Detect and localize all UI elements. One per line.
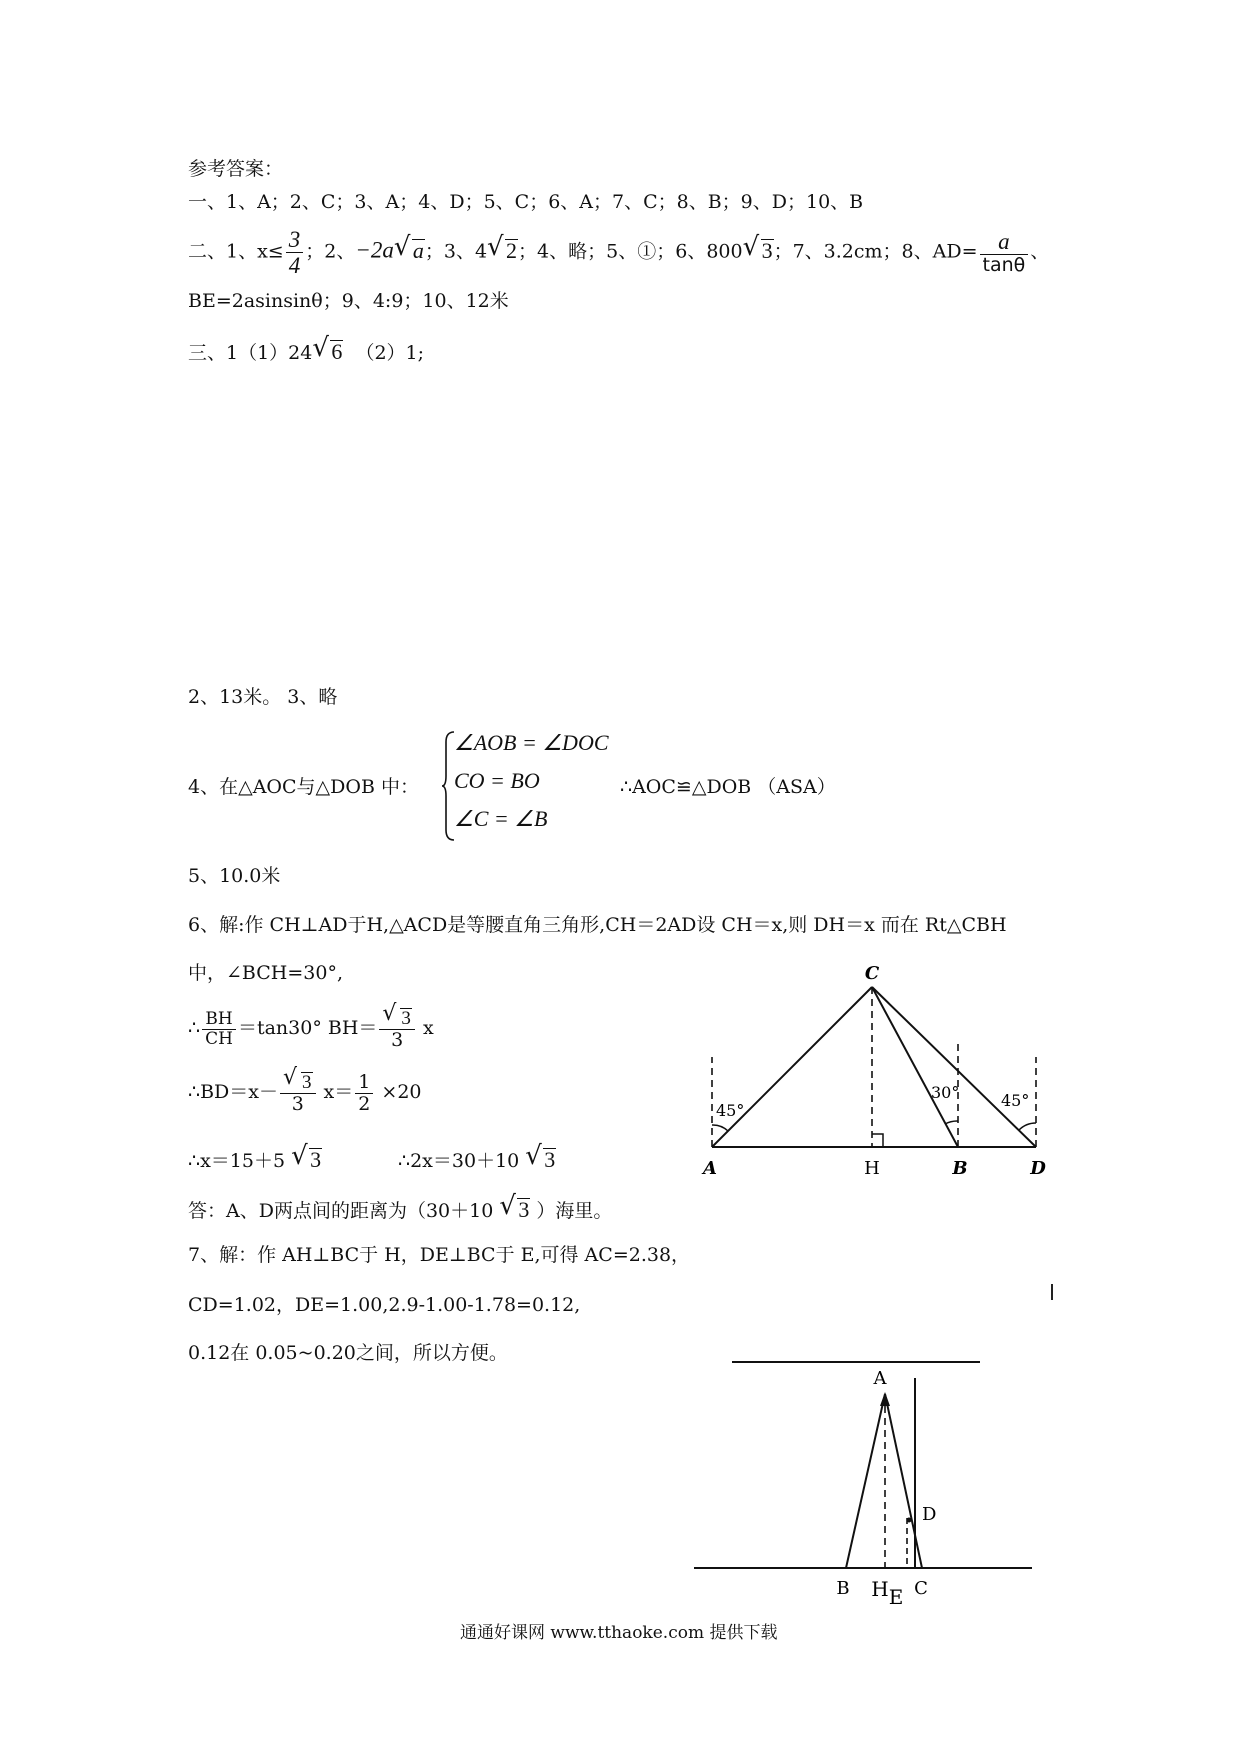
angle-label-30: 30° — [931, 1083, 960, 1102]
radical-icon: √ — [499, 1191, 516, 1221]
label-h: H — [871, 1577, 889, 1601]
q6-line2: 中，∠BCH=30°, — [188, 962, 343, 984]
q7-line1: 7、解：作 AH⊥BC于 H，DE⊥BC于 E,可得 AC=2.38， — [188, 1244, 691, 1266]
fraction-a-tan: $\frac{a}{\tan\theta}$ — [980, 230, 1029, 275]
label-a: A — [873, 1368, 887, 1389]
sqrt-2: √ 2 — [487, 231, 518, 263]
fraction-sqrt3-3: √ 3 3 — [379, 1008, 415, 1050]
fraction-bh-ch: $\frac{BH}{CH}$ — [202, 1011, 236, 1048]
segment-ac — [885, 1394, 922, 1568]
segment-ab — [846, 1394, 885, 1568]
label-b: B — [836, 1578, 850, 1599]
system-row-3: ∠C = ∠B — [454, 806, 548, 831]
right-angle-icon — [872, 1134, 883, 1147]
angle-arc-d — [1019, 1123, 1036, 1130]
sqrt-3: √ 3 — [742, 231, 773, 263]
label-c: C — [914, 1578, 928, 1599]
label-e: E — [888, 1585, 904, 1609]
part2-line2: BE=2asinsinθ；9、4:9；10、12米 — [188, 290, 509, 312]
figure-triangle-abc — [690, 1348, 1040, 1610]
page-footer: 通通好课网 www.tthaoke.com 提供下载 — [460, 1623, 778, 1643]
apex-icon — [880, 1392, 890, 1406]
fraction-3-4: $\frac{3}{4}$ — [286, 228, 304, 277]
figure-triangle-acd — [690, 955, 1060, 1185]
part2-lead: 二、1、x≤ — [188, 240, 284, 263]
q6-answer: 答：A、D两点间的距离为（30＋10 √ 3 ）海里。 — [188, 1191, 613, 1222]
system-row-2: CO = BO — [454, 768, 540, 793]
sqrt-3: √ 3 — [525, 1141, 556, 1172]
fraction-sqrt3-3b: √ 3 3 — [280, 1072, 316, 1114]
q6-line1: 6、解:作 CH⊥AD于H,△ACD是等腰直角三角形,CH＝2AD设 CH＝x,则 DH＝x 而在 Rt△CBH — [188, 914, 1007, 936]
question-5: 5、10.0米 — [188, 865, 281, 887]
expr2-coef: −2a — [355, 237, 394, 263]
segment-cd — [872, 987, 1036, 1147]
radical-icon: √ — [283, 1065, 298, 1090]
part2-seg8-end: 、 — [1030, 240, 1050, 263]
q7-line3: 0.12在 0.05~0.20之间，所以方便。 — [188, 1342, 508, 1364]
radical-icon: √ — [393, 231, 411, 262]
q6-line5: ∴x＝15＋5 √ 3 — [188, 1141, 322, 1172]
part2-line1 — [188, 228, 1049, 277]
label-a: A — [703, 1158, 717, 1179]
angle-label-45-right: 45° — [1001, 1091, 1030, 1110]
q4-conclusion: ∴AOC≌△DOB （ASA） — [620, 776, 836, 798]
angle-arc-a — [712, 1125, 728, 1131]
sqrt-a: √ a — [393, 231, 424, 263]
radical-icon: √ — [382, 1001, 397, 1026]
label-b: B — [952, 1158, 968, 1179]
part2-seg2: ；2、 — [305, 240, 356, 263]
q6-line4: ∴BD＝x－ √ 3 3 x＝ $\frac{1}{2}$ ×20 — [188, 1065, 422, 1115]
angle-label-45-left: 45° — [716, 1101, 745, 1120]
stray-mark — [1051, 1284, 1053, 1300]
radical-icon: √ — [291, 1141, 308, 1171]
fraction-1-2: $\frac{1}{2}$ — [355, 1073, 373, 1114]
sqrt-6: √ 6 — [312, 333, 343, 364]
part1-answers: 一、1、A；2、C；3、A；4、D；5、C；6、A；7、C；8、B；9、D；10、B — [188, 191, 864, 213]
label-d: D — [1030, 1158, 1046, 1179]
radical-icon: √ — [742, 231, 760, 262]
q7-line2: CD=1.02，DE=1.00,2.9-1.00-1.78=0.12, — [188, 1294, 581, 1316]
part2-seg4: ；4、略；5、①；6、800 — [518, 240, 743, 263]
label-c: C — [864, 963, 880, 984]
q6-line3: ∴ $\frac{BH}{CH}$ ＝tan30° BH＝ √ 3 3 x — [188, 1001, 434, 1051]
answers-heading: 参考答案： — [188, 158, 284, 180]
part2-seg3: ；3、4 — [424, 240, 488, 263]
part3-line: 三、1（1）24 √ 6 （2）1; — [188, 333, 425, 364]
question-2-3: 2、13米。 3、略 — [188, 686, 338, 708]
label-d: D — [922, 1504, 937, 1525]
segment-cb — [872, 987, 958, 1147]
system-row-1: ∠AOB = ∠DOC — [454, 730, 609, 755]
part2-seg7: ；7、3.2cm；8、AD= — [773, 240, 978, 263]
radical-icon: √ — [487, 231, 504, 262]
angle-arc-b — [945, 1121, 958, 1124]
segment-ac — [712, 987, 872, 1147]
sqrt-3: √ 3 — [499, 1191, 530, 1222]
q4-lead: 4、在△AOC与△DOB 中： — [188, 776, 419, 798]
sqrt-3: √ 3 — [291, 1141, 322, 1172]
point-d-icon — [907, 1518, 912, 1523]
q6-line5b: ∴2x＝30＋10 √ 3 — [398, 1141, 556, 1172]
radical-icon: √ — [312, 333, 329, 363]
radical-icon: √ — [525, 1141, 542, 1171]
label-h: H — [864, 1158, 880, 1179]
